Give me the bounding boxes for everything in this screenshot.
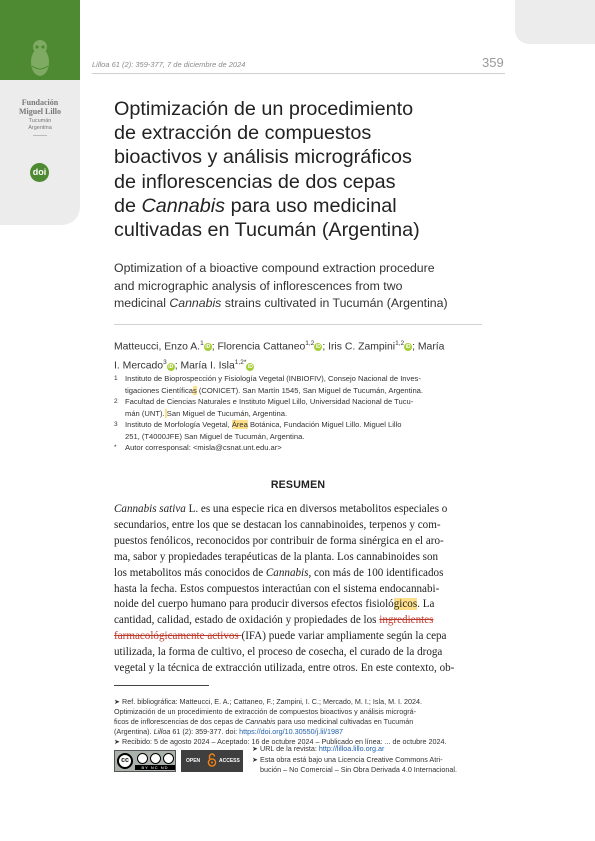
orcid-icon[interactable]: iD	[247, 363, 253, 370]
abstract-text: L. es una especie rica en diversos metabolitos especiales o	[185, 503, 448, 515]
footnote-text: (Argentina).	[114, 727, 154, 736]
title-genus: Cannabis	[141, 194, 226, 217]
footnote-line	[252, 755, 488, 766]
license-text: Esta obra está bajo una Licencia Creative Commons Atri-	[260, 754, 443, 764]
doi-badge-icon[interactable]: doi	[30, 163, 49, 182]
affiliation-mark: *	[114, 444, 117, 451]
open-access-badge[interactable]	[181, 750, 243, 772]
footnote-text: URL de la revista:	[260, 744, 319, 753]
orcid-icon[interactable]: iD	[315, 344, 321, 351]
abstract-line	[114, 566, 484, 582]
title-line: de inflorescencias de dos cepas	[114, 170, 396, 193]
affiliation-text: Facultad de Ciencias Naturales e Instituto Miguel Lillo, Universidad Nacional de Tucu-	[125, 397, 414, 406]
abstract-line: ma, sabor y propiedades terapéuticas de la planta. Los cannabinoides son	[114, 550, 439, 563]
owl-logo-icon	[26, 38, 54, 78]
nc-icon	[150, 753, 161, 764]
highlighted-text: gicos	[393, 598, 418, 611]
abstract-line: hasta la fecha. Estos compuestos interactúan con el sistema endocannabi-	[114, 582, 440, 595]
affiliation-mark: 1	[114, 375, 118, 382]
abstract-text: noide del cuerpo humano para producir diversos efectos fisioló	[114, 598, 394, 611]
foundation-name-line2: Miguel Lillo	[19, 107, 61, 116]
abstract-line	[114, 502, 484, 518]
affiliation-text: Botánica, Fundación Miguel Lillo. Miguel Lillo	[247, 420, 402, 429]
affiliation-text: mán (UNT).	[125, 408, 165, 418]
foundation-country: Argentina	[28, 125, 52, 131]
subtitle-text: medicinal	[114, 296, 170, 310]
title-divider	[114, 324, 482, 325]
affiliation-sup: 1,2	[305, 340, 315, 347]
abstract-line	[114, 613, 484, 629]
page-number: 359	[482, 55, 504, 70]
abstract-text: , con más de 100 identificados	[308, 566, 444, 579]
author-line	[114, 336, 489, 355]
cc-icon: cc	[117, 753, 133, 769]
journal-url-link[interactable]: http://lilloa.lillo.org.ar	[318, 744, 385, 753]
abstract-body	[114, 502, 484, 677]
footnote-line: Optimización de un procedimiento de extracción de compuestos bioactivos y análisis micrográ-	[114, 707, 417, 716]
sidebar-logo-block	[0, 0, 80, 80]
oa-label-left: OPEN	[186, 758, 201, 764]
author-name: Matteucci, Enzo A.	[114, 341, 201, 353]
arrow-bullet-icon: ➤	[252, 754, 259, 764]
abstract-line	[114, 597, 484, 613]
oa-label-right: ACCESS	[219, 758, 240, 764]
abstract-line: secundarios, entre los que se destacan los cannabinoides, terpenos y com-	[114, 518, 441, 531]
affiliation-text: (CONICET). San Martín 1545, San Miguel de Tucumán, Argentina.	[196, 385, 423, 395]
orcid-icon[interactable]: iD	[205, 344, 211, 351]
author-name: ; Florencia Cattaneo	[211, 341, 306, 353]
header-divider	[92, 73, 505, 74]
corresponding-author: Autor corresponsal: <misla@csnat.unt.edu.ar>	[125, 443, 282, 452]
struck-text: farmacológicamente activos	[114, 630, 242, 643]
arrow-bullet-icon: ➤	[114, 697, 121, 706]
subtitle-line: and micrographic analysis of inflorescences from two	[114, 278, 403, 293]
affiliation-text: 251, (T4000JFE) San Miguel de Tucumán, Argentina.	[125, 431, 305, 441]
abstract-text: los metabolitos más conocidos de	[114, 566, 266, 579]
creative-commons-badge[interactable]	[114, 750, 176, 772]
footnote-line	[114, 717, 486, 727]
affiliation-item	[114, 419, 486, 442]
title-text: de	[114, 194, 142, 217]
by-icon	[137, 753, 148, 764]
doi-link[interactable]: https://doi.org/10.30550/j.lil/1987	[239, 727, 343, 736]
abstract-text: (IFA) puede variar ampliamente según la cepa	[241, 630, 447, 643]
page-corner-tab	[515, 0, 595, 44]
title-line	[114, 194, 494, 218]
affiliation-sup: 1,2*	[234, 359, 247, 367]
affiliation-sup: 3	[163, 359, 167, 367]
nd-icon	[163, 753, 174, 764]
author-name: ; María	[412, 341, 445, 353]
abstract-line: utilizada, la forma de cultivo, el proceso de cosecha, el curado de la droga	[114, 646, 443, 659]
author-name: I. Mercado	[114, 360, 164, 372]
footnote-line	[252, 744, 488, 755]
affiliation-text: tigaciones Científica	[125, 385, 193, 395]
footnote-text: ficos de inflorescencias de dos cepas de	[114, 717, 246, 726]
subtitle-text: strains cultivated in Tucumán (Argentina)	[221, 296, 448, 310]
title-line: Optimización de un procedimiento	[114, 98, 414, 120]
title-line: cultivadas en Tucumán (Argentina)	[114, 219, 420, 242]
affiliation-mark: 2	[114, 398, 118, 405]
affiliation-list	[114, 373, 486, 454]
affiliation-item	[114, 396, 486, 419]
foundation-city: Tucumán	[28, 118, 52, 124]
genus-name: Cannabis	[265, 566, 309, 579]
affiliation-item	[114, 373, 486, 396]
orcid-icon[interactable]: iD	[168, 363, 174, 370]
highlighted-text: Área	[231, 420, 248, 429]
title-text: para uso medicinal	[225, 194, 397, 217]
affiliation-text	[125, 385, 486, 397]
affiliation-sup: 1	[200, 340, 204, 347]
genus-name: Cannabis	[245, 717, 276, 726]
affiliation-text: Instituto de Morfología Vegetal,	[125, 420, 232, 429]
affiliation-text: Instituto de Bioprospección y Fisiología Vegetal (INBIOFIV), Consejo Nacional de Inves-	[125, 374, 421, 383]
running-head: Lilloa 61 (2): 359-377, 7 de diciembre de 2024	[92, 60, 246, 69]
footnote-text: 61 (2): 359-377. doi:	[170, 727, 240, 736]
cc-label: BY NC ND	[135, 765, 175, 770]
author-name: ; María I. Isla	[174, 360, 235, 372]
article-title-es	[114, 97, 494, 242]
arrow-bullet-icon: ➤	[252, 744, 259, 753]
subtitle-genus: Cannabis	[169, 296, 222, 310]
foundation-name-line1: Fundación	[21, 98, 59, 107]
affiliation-sup: 1,2	[395, 340, 405, 347]
footnote-text: Recibido: 5 de agosto 2024 – Aceptado: 16 de octubre 2024 – Publicado en línea: ... de octubre 2024.	[122, 737, 447, 746]
journal-name: Lilloa	[153, 727, 171, 736]
abstract-text: cantidad, calidad, estado de oxidación y propiedades de los	[114, 614, 380, 627]
affiliation-item	[114, 442, 486, 454]
title-line: de extracción de compuestos	[114, 122, 372, 145]
author-list	[114, 336, 489, 375]
abstract-line: vegetal y la técnica de extracción utilizada, entre otros. En este contexto, ob-	[114, 662, 455, 675]
abstract-line: puestos fenólicos, reconocidos por contribuir de forma sinérgica en el aro-	[114, 534, 444, 547]
footnote-line	[114, 697, 486, 707]
footnote-line	[114, 727, 486, 737]
open-lock-icon	[207, 753, 217, 767]
footnote-divider	[114, 685, 209, 686]
species-name: Cannabis sativa	[114, 503, 186, 515]
sidebar-divider	[33, 135, 47, 136]
abstract-text: . La	[417, 598, 435, 611]
affiliation-mark: 3	[114, 421, 118, 428]
arrow-bullet-icon: ➤	[114, 737, 121, 746]
affiliation-text: San Miguel de Tucumán, Argentina.	[166, 408, 288, 418]
affiliation-text	[125, 408, 486, 420]
article-title-en	[114, 260, 494, 313]
affiliation-text	[125, 419, 486, 431]
struck-text: ingredientes	[379, 614, 434, 627]
section-heading-resumen: RESUMEN	[270, 479, 326, 491]
subtitle-line: Optimization of a bioactive compound extraction procedure	[114, 261, 435, 275]
highlighted-text: s	[192, 385, 197, 395]
citation-footnote	[114, 697, 486, 747]
author-name: ; Iris C. Zampini	[322, 341, 396, 353]
subtitle-line	[114, 295, 494, 313]
abstract-line	[114, 629, 484, 645]
journal-info	[252, 744, 488, 776]
footnote-line: bución – No Comercial – Sin Obra Derivada 4.0 Internacional.	[260, 765, 457, 775]
footnote-text: Ref. bibliográfica: Matteucci, E. A.; Cattaneo, F.; Zampini, I. C.; Mercado, M. I.; Isla, M. I. 2024.	[122, 697, 423, 706]
title-line: bioactivos y análisis micrográficos	[114, 146, 412, 169]
orcid-icon[interactable]: iD	[405, 344, 411, 351]
footnote-text: para uso medicinal cultivadas en Tucumán	[275, 717, 414, 726]
